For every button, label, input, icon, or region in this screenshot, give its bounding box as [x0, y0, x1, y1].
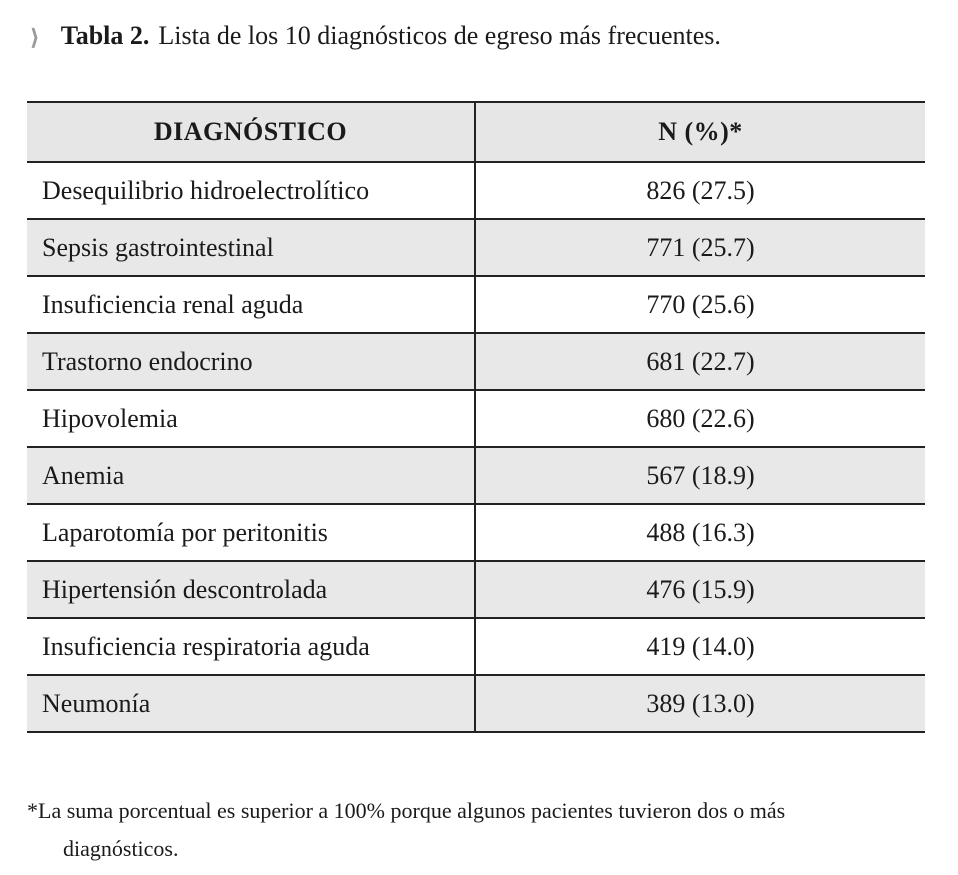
count-cell: 419 (14.0) — [475, 618, 925, 675]
table-row — [27, 447, 925, 504]
caption-marker-icon: ❱ — [29, 24, 40, 48]
count-cell: 681 (22.7) — [475, 333, 925, 390]
table-row — [27, 276, 925, 333]
table-row — [27, 219, 925, 276]
table-row — [27, 504, 925, 561]
diagnosis-cell: Insuficiencia respiratoria aguda — [27, 618, 475, 675]
table-row — [27, 618, 925, 675]
table-header-row — [27, 102, 925, 162]
count-cell: 476 (15.9) — [475, 561, 925, 618]
table-row — [27, 561, 925, 618]
count-cell: 826 (27.5) — [475, 162, 925, 219]
table-row — [27, 390, 925, 447]
diagnosis-cell: Hipovolemia — [27, 390, 475, 447]
diagnosis-cell: Hipertensión descontrolada — [27, 561, 475, 618]
diagnosis-cell: Anemia — [27, 447, 475, 504]
diagnosis-cell: Neumonía — [27, 675, 475, 732]
table-footnote — [27, 792, 937, 868]
diagnosis-cell: Sepsis gastrointestinal — [27, 219, 475, 276]
count-cell: 488 (16.3) — [475, 504, 925, 561]
diagnosis-cell: Laparotomía por peritonitis — [27, 504, 475, 561]
diagnosis-cell: Insuficiencia renal aguda — [27, 276, 475, 333]
footnote-line-1: *La suma porcentual es superior a 100% porque algunos pacientes tuvieron dos o más — [27, 798, 786, 823]
count-cell: 389 (13.0) — [475, 675, 925, 732]
table-row — [27, 333, 925, 390]
caption-text: Lista de los 10 diagnósticos de egreso más frecuentes. — [158, 21, 721, 50]
count-cell: 567 (18.9) — [475, 447, 925, 504]
header-diagnosis: DIAGNÓSTICO — [27, 102, 475, 162]
caption-label: Tabla 2. — [60, 21, 150, 50]
table-caption — [26, 14, 721, 58]
count-cell: 770 (25.6) — [475, 276, 925, 333]
diagnosis-cell: Trastorno endocrino — [27, 333, 475, 390]
header-count: N (%)* — [475, 102, 925, 162]
footnote-line-2: diagnósticos. — [63, 836, 179, 861]
count-cell: 771 (25.7) — [475, 219, 925, 276]
table-row — [27, 675, 925, 732]
table-row — [27, 162, 925, 219]
diagnoses-table — [27, 101, 925, 733]
count-cell: 680 (22.6) — [475, 390, 925, 447]
diagnosis-cell: Desequilibrio hidroelectrolítico — [27, 162, 475, 219]
